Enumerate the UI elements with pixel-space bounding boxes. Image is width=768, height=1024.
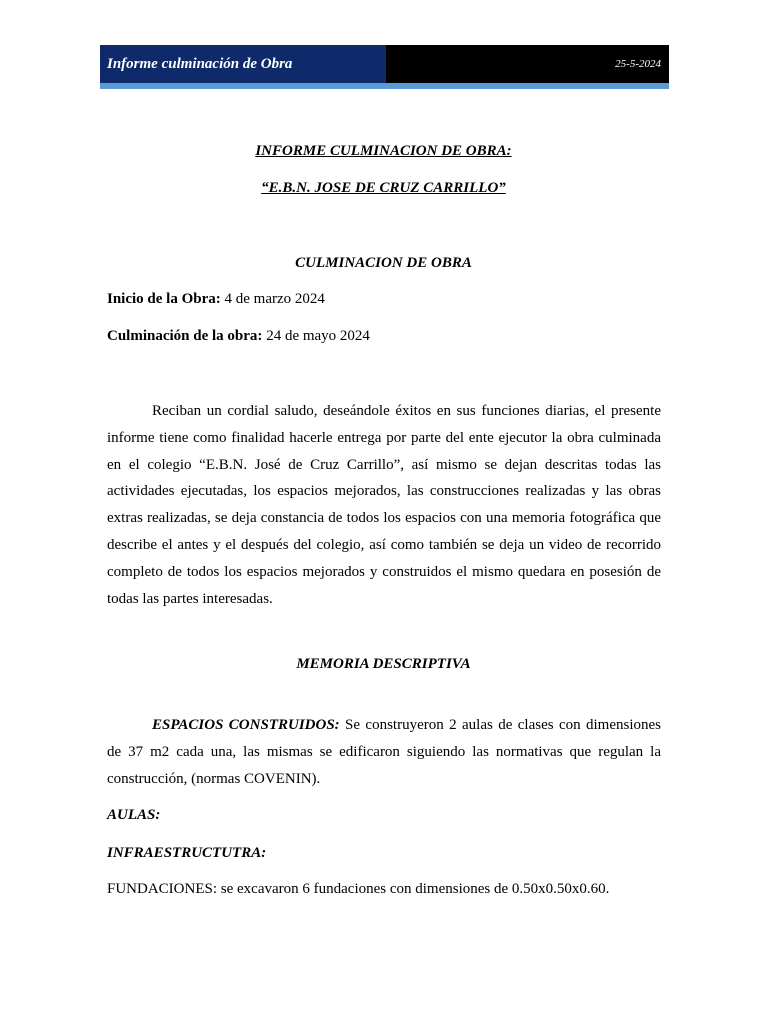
section-heading-memoria: MEMORIA DESCRIPTIVA [296, 656, 471, 672]
espacios-label: ESPACIOS CONSTRUIDOS: [152, 717, 340, 733]
end-date-value: 24 de mayo 2024 [262, 328, 370, 344]
fundaciones-line: FUNDACIONES: se excavaron 6 fundaciones con dimensiones de 0.50x0.50x0.60. [107, 881, 610, 897]
start-date-line [107, 291, 325, 308]
header-title: Informe culminación de Obra [107, 55, 293, 72]
document-header [100, 45, 669, 83]
espacios-text: Se construyeron 2 aulas de clases con dimensiones de 37 m2 cada una, las mismas se edificaron siguiendo las normativas que regulan la construcción, (normas COVENIN). [107, 717, 661, 787]
section-heading-culminacion: CULMINACION DE OBRA [295, 255, 472, 271]
header-date-block [386, 45, 669, 83]
end-date-label: Culminación de la obra: [107, 328, 263, 344]
report-title: INFORME CULMINACION DE OBRA: [255, 143, 512, 159]
espacios-paragraph [107, 712, 661, 792]
header-title-block [100, 45, 386, 83]
intro-paragraph: Reciban un cordial saludo, deseándole éxitos en sus funciones diarias, el presente informe tiene como finalidad hacerle entrega por parte del ente ejecutor la obra culminada en el colegio “E.B.N. José de Cruz Carrillo”, así mismo se dejan descritas todas las actividades ejecutadas, los espacios mejorados, las construcciones realizadas y las obras extras realizadas, se deja constancia de todos los espacios con una memoria fotográfica que describe el antes y el después del colegio, así como también se deja un video de recorrido completo de todos los espacios mejorados y construidos el mismo quedara en posesión de todas las partes interesadas. [107, 403, 661, 607]
school-name-title: “E.B.N. JOSE DE CRUZ CARRILLO” [261, 180, 506, 196]
header-date: 25-5-2024 [615, 58, 661, 70]
start-date-label: Inicio de la Obra: [107, 291, 221, 307]
header-stripe [100, 83, 669, 89]
start-date-value: 4 de marzo 2024 [220, 291, 325, 307]
end-date-line [107, 328, 370, 345]
aulas-heading: AULAS: [107, 807, 161, 823]
infraestructura-heading: INFRAESTRUCTUTRA: [107, 845, 267, 861]
